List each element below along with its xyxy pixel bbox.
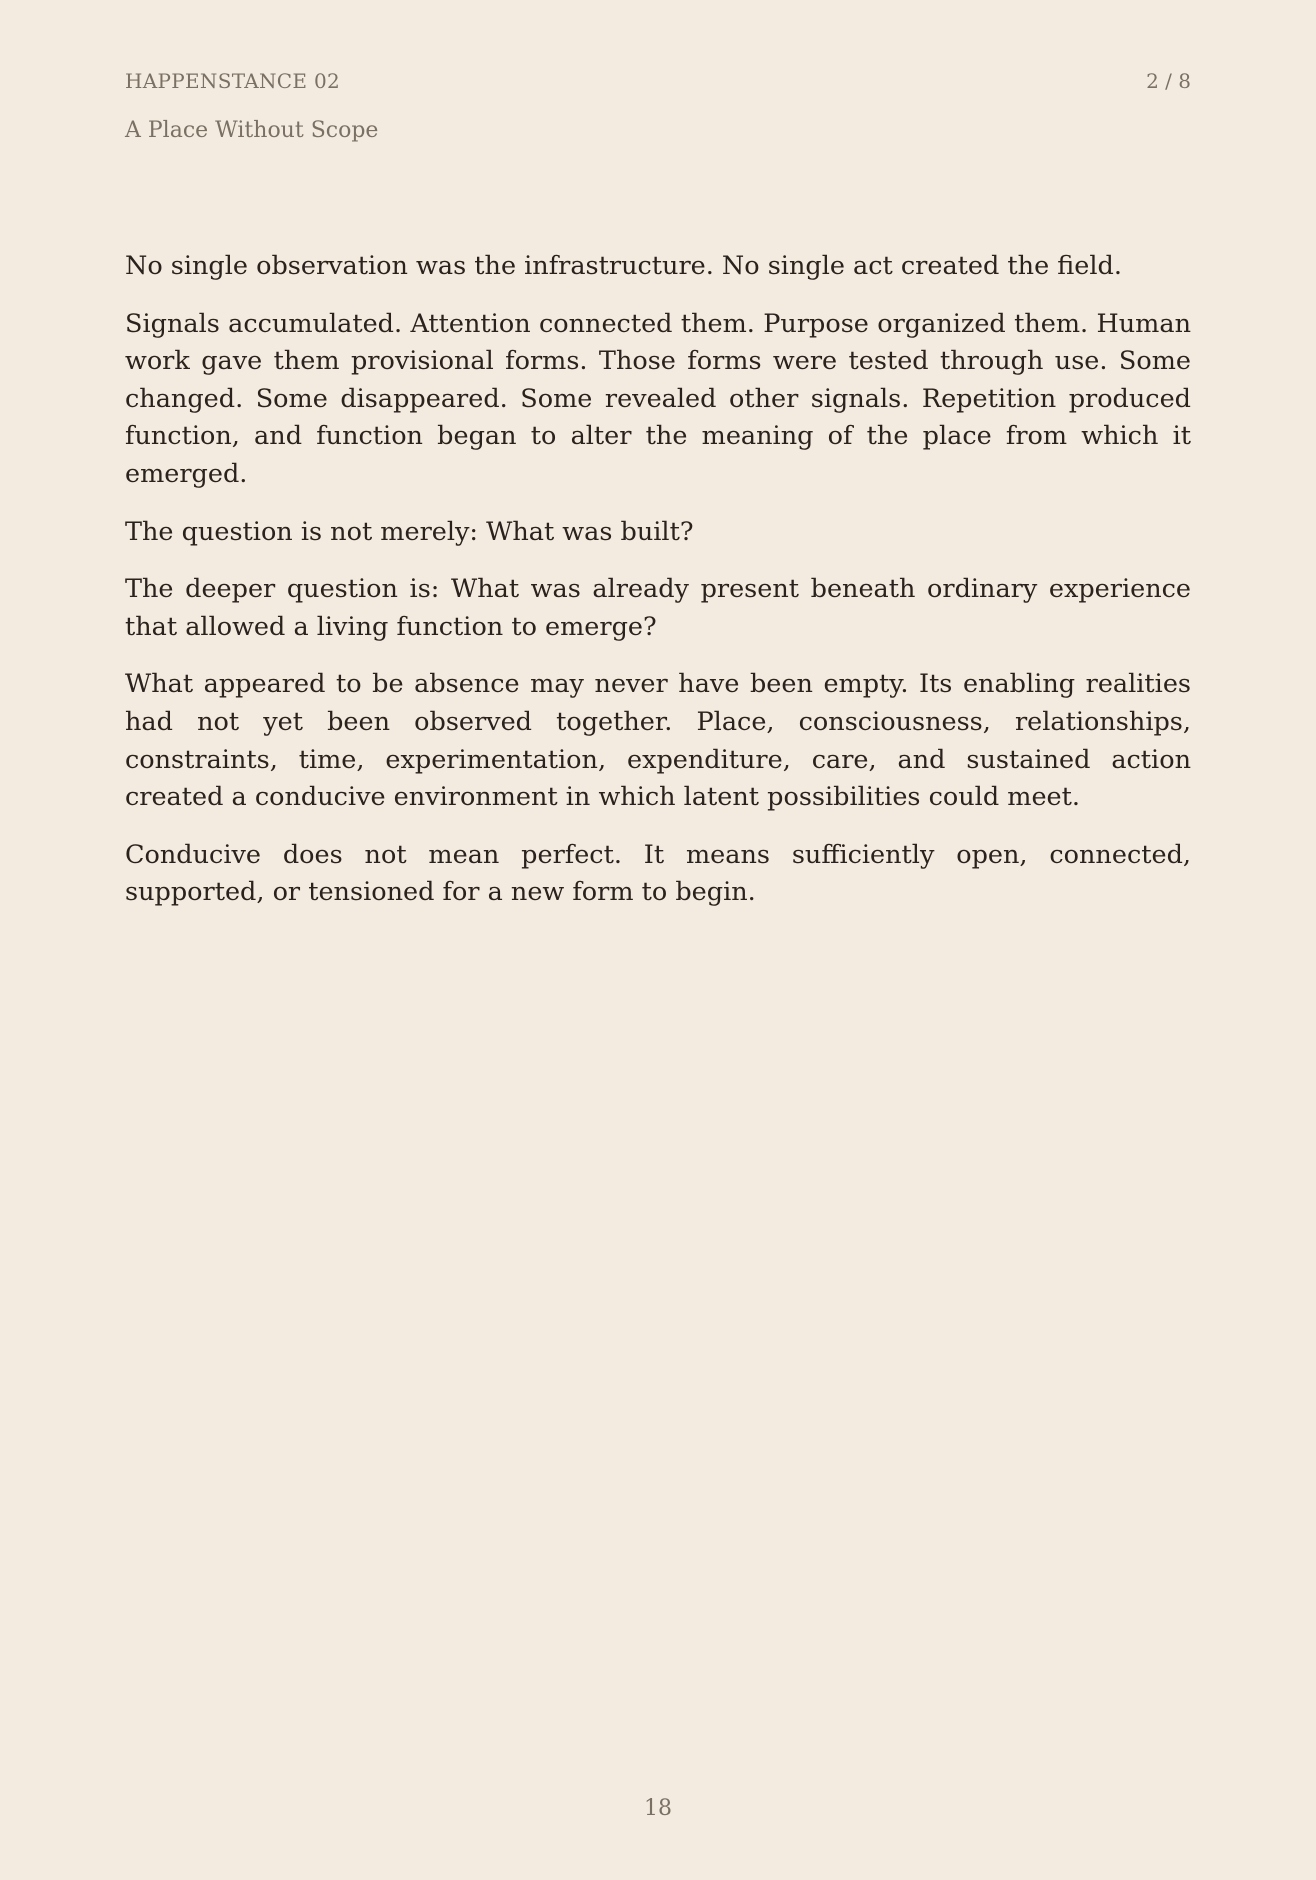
paragraph-5: What appeared to be absence may never have been empty. Its enabling realities had not yet been observed together. Place, consciousness, relationships, constraints, time, experimentation, expenditure, care, and sustained action created a conducive environment in which latent possibilities could meet. xyxy=(125,669,1191,813)
page-number: 18 xyxy=(644,1796,672,1821)
page-indicator: 2 / 8 xyxy=(1146,69,1191,93)
series-title: HAPPENSTANCE 02 xyxy=(125,69,340,93)
paragraph-4: The deeper question is: What was already present beneath ordinary experience that allowed a living function to emerge? xyxy=(125,574,1191,642)
paragraph-3: The question is not merely: What was built? xyxy=(125,516,694,547)
body-text xyxy=(125,248,1191,932)
section-subtitle: A Place Without Scope xyxy=(125,118,379,143)
paragraph-2: Signals accumulated. Attention connected them. Purpose organized them. Human work gave them provisional forms. Those forms were tested through use. Some changed. Some disappeared. Some revealed other signals. Repetition produced function, and function began to alter the meaning of the place from which it emerged. xyxy=(125,308,1191,489)
running-head xyxy=(125,68,1191,94)
paragraph-1: No single observation was the infrastructure. No single act created the field. xyxy=(125,251,1122,281)
paragraph-6: Conducive does not mean perfect. It means sufficiently open, connected, supported, or tensioned for a new form to begin. xyxy=(125,839,1191,908)
